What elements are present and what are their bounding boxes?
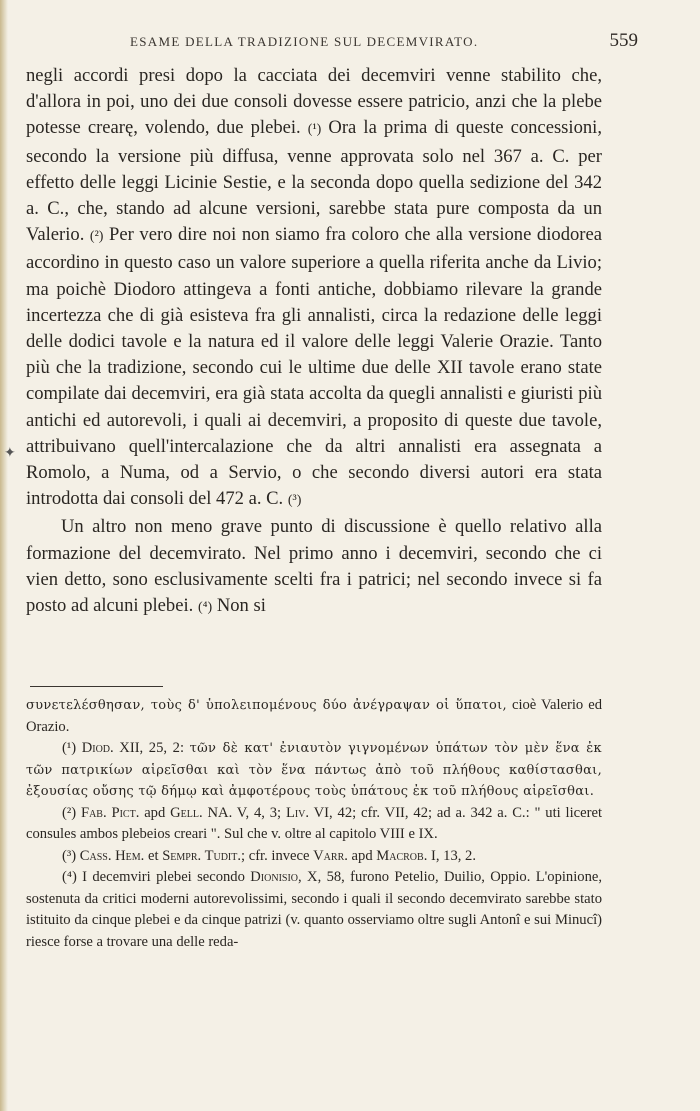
text-run: NA. V, 4, 3; [202, 804, 286, 821]
footnote-ref-2: (²) [89, 229, 104, 245]
source-author: Fab. Pict. [80, 804, 140, 821]
margin-mark: ✦ [4, 445, 16, 461]
footnote-rule [30, 686, 163, 687]
page-edge [0, 0, 8, 1111]
footnote-mark: (³) [62, 847, 77, 864]
footnote-mark: (¹) [62, 740, 77, 756]
footnote-continuation [26, 695, 602, 738]
running-head [30, 30, 670, 52]
page-number: 559 [609, 30, 638, 51]
source-author: Liv. [285, 804, 310, 821]
text-run: cioè Valerio ed Orazio. [26, 697, 603, 735]
source-author: Gell. [170, 804, 203, 821]
running-title: ESAME DELLA TRADIZIONE SUL DECEMVIRATO. [130, 34, 479, 49]
text-run: apd [347, 847, 377, 864]
footnote-mark: (²) [62, 804, 77, 821]
source-author: Varr. [313, 847, 348, 864]
source-author: Diod. [81, 740, 114, 756]
text-run: et [144, 847, 163, 864]
text-run: Ora la prima di queste concessioni, secondo la versione più diffusa, venne approvata solo nel 367 a. C. per effetto delle leggi Licinie Sestie, e la seconda dopo quella sedizione del 342 a. C., che, stando ad alcune versioni, sarebbe stata pure composta da un Valerio. [26, 117, 602, 246]
footnote-1 [26, 738, 602, 803]
source-author: Sempr. Tudit. [162, 847, 242, 864]
text-run: I, 13, 2. [427, 847, 476, 864]
text-run: I decemviri plebei secondo [76, 869, 251, 885]
greek-text: τῶν δὲ κατ' ἐνιαυτὸν γιγνομένων ὑπάτων τὸν μὲν ἕνα ἐκ τῶν πατρικίων αἱρεῖσθαι καὶ τὸν ἕνα πάντως ἀπὸ τοῦ πλήθους καθίστασθαι, ἐξουσίας οὔσης τῷ δήμῳ καὶ ἀμφοτέρους τοὺς ὑπάτους ἐκ τοῦ πλήθους αἱρεῖσθαι. [26, 741, 602, 799]
footnotes [26, 695, 602, 953]
source-author: Macrob. [376, 847, 428, 864]
text-run: X, 58, furono Petelio, Duilio, Oppio. L'opinione, sostenuta da critici moderni autorevolissimi, secondo i quali il secondo decemvirato sarebbe stato istituito da cinque plebei e da cinque patrizi (v. quanto osserviamo oltre sugli Antonî e sui Minucî) riesce forse a trovare una delle reda- [26, 869, 602, 950]
greek-text: συνετελέσθησαν, τοὺς δ' ὑπολειπομένους δύο ἀνέγραψαν οἱ ὕπατοι, [26, 698, 507, 713]
paragraph-1 [26, 63, 602, 514]
footnote-2 [26, 803, 602, 846]
source-author: Dionisio, [250, 869, 302, 885]
footnote-ref-3: (³) [287, 493, 302, 509]
footnote-mark: (⁴) [62, 869, 77, 885]
footnote-3 [26, 846, 602, 868]
text-run: Per vero dire noi non siamo fra coloro che alla versione diodorea accordino in questo caso un valore superiore a quella riferita anche da Livio; ma poichè Diodoro attingeva a fonti antiche, dobbiamo rilevare la grande incertezza che di già esisteva fra gli annalisti, circa la redazione delle leggi delle dodici tavole e la natura ed il valore delle leggi Valerie Orazie. Tanto più che la tradizione, secondo cui le ultime due delle XII tavole erano state compilate dai decemviri, era già stata accolta da quegli annalisti e giuristi più antichi ed autorevoli, i quali ai decemviri, a proposito di queste due tavole, attribuivano quell'intercalazione che da altri annalisti era assegnata a Romolo, a Numa, od a Servio, o che secondo diversi autori era stata introdotta dai consoli del 472 a. C. [26, 224, 602, 510]
text-run: negli accordi presi dopo la cacciata dei decemviri venne stabilito che, d'allora in poi, uno dei due consoli dovesse essere patricio, anzi che la plebe potesse crearę, volendo, due plebei. [26, 65, 602, 139]
paragraph-2 [26, 514, 602, 621]
text-run: Non si [212, 595, 266, 617]
source-author: Cass. Hem. [79, 847, 145, 864]
text-run: apd [139, 804, 171, 821]
body-text [26, 63, 602, 621]
footnote-ref-4: (⁴) [197, 600, 213, 616]
text-run: VI, 42; cfr. VII, 42; ad a. 342 a. C.: " uti liceret consules ambos plebeios creari ". Sul che v. oltre al capitolo VIII e IX. [26, 804, 602, 842]
footnote-4 [26, 867, 602, 953]
text-run: Un altro non meno grave punto di discussione è quello relativo alla formazione del decemvirato. Nel primo anno i decemviri, secondo che ci vien detto, sono esclusivamente scelti fra i patrici; nel secondo invece si fa posto ad alcuni plebei. [26, 516, 602, 617]
footnote-ref-1: (¹) [307, 122, 322, 138]
text-run: XII, 25, 2: [113, 740, 190, 756]
text-run: ; cfr. invece [241, 847, 314, 864]
